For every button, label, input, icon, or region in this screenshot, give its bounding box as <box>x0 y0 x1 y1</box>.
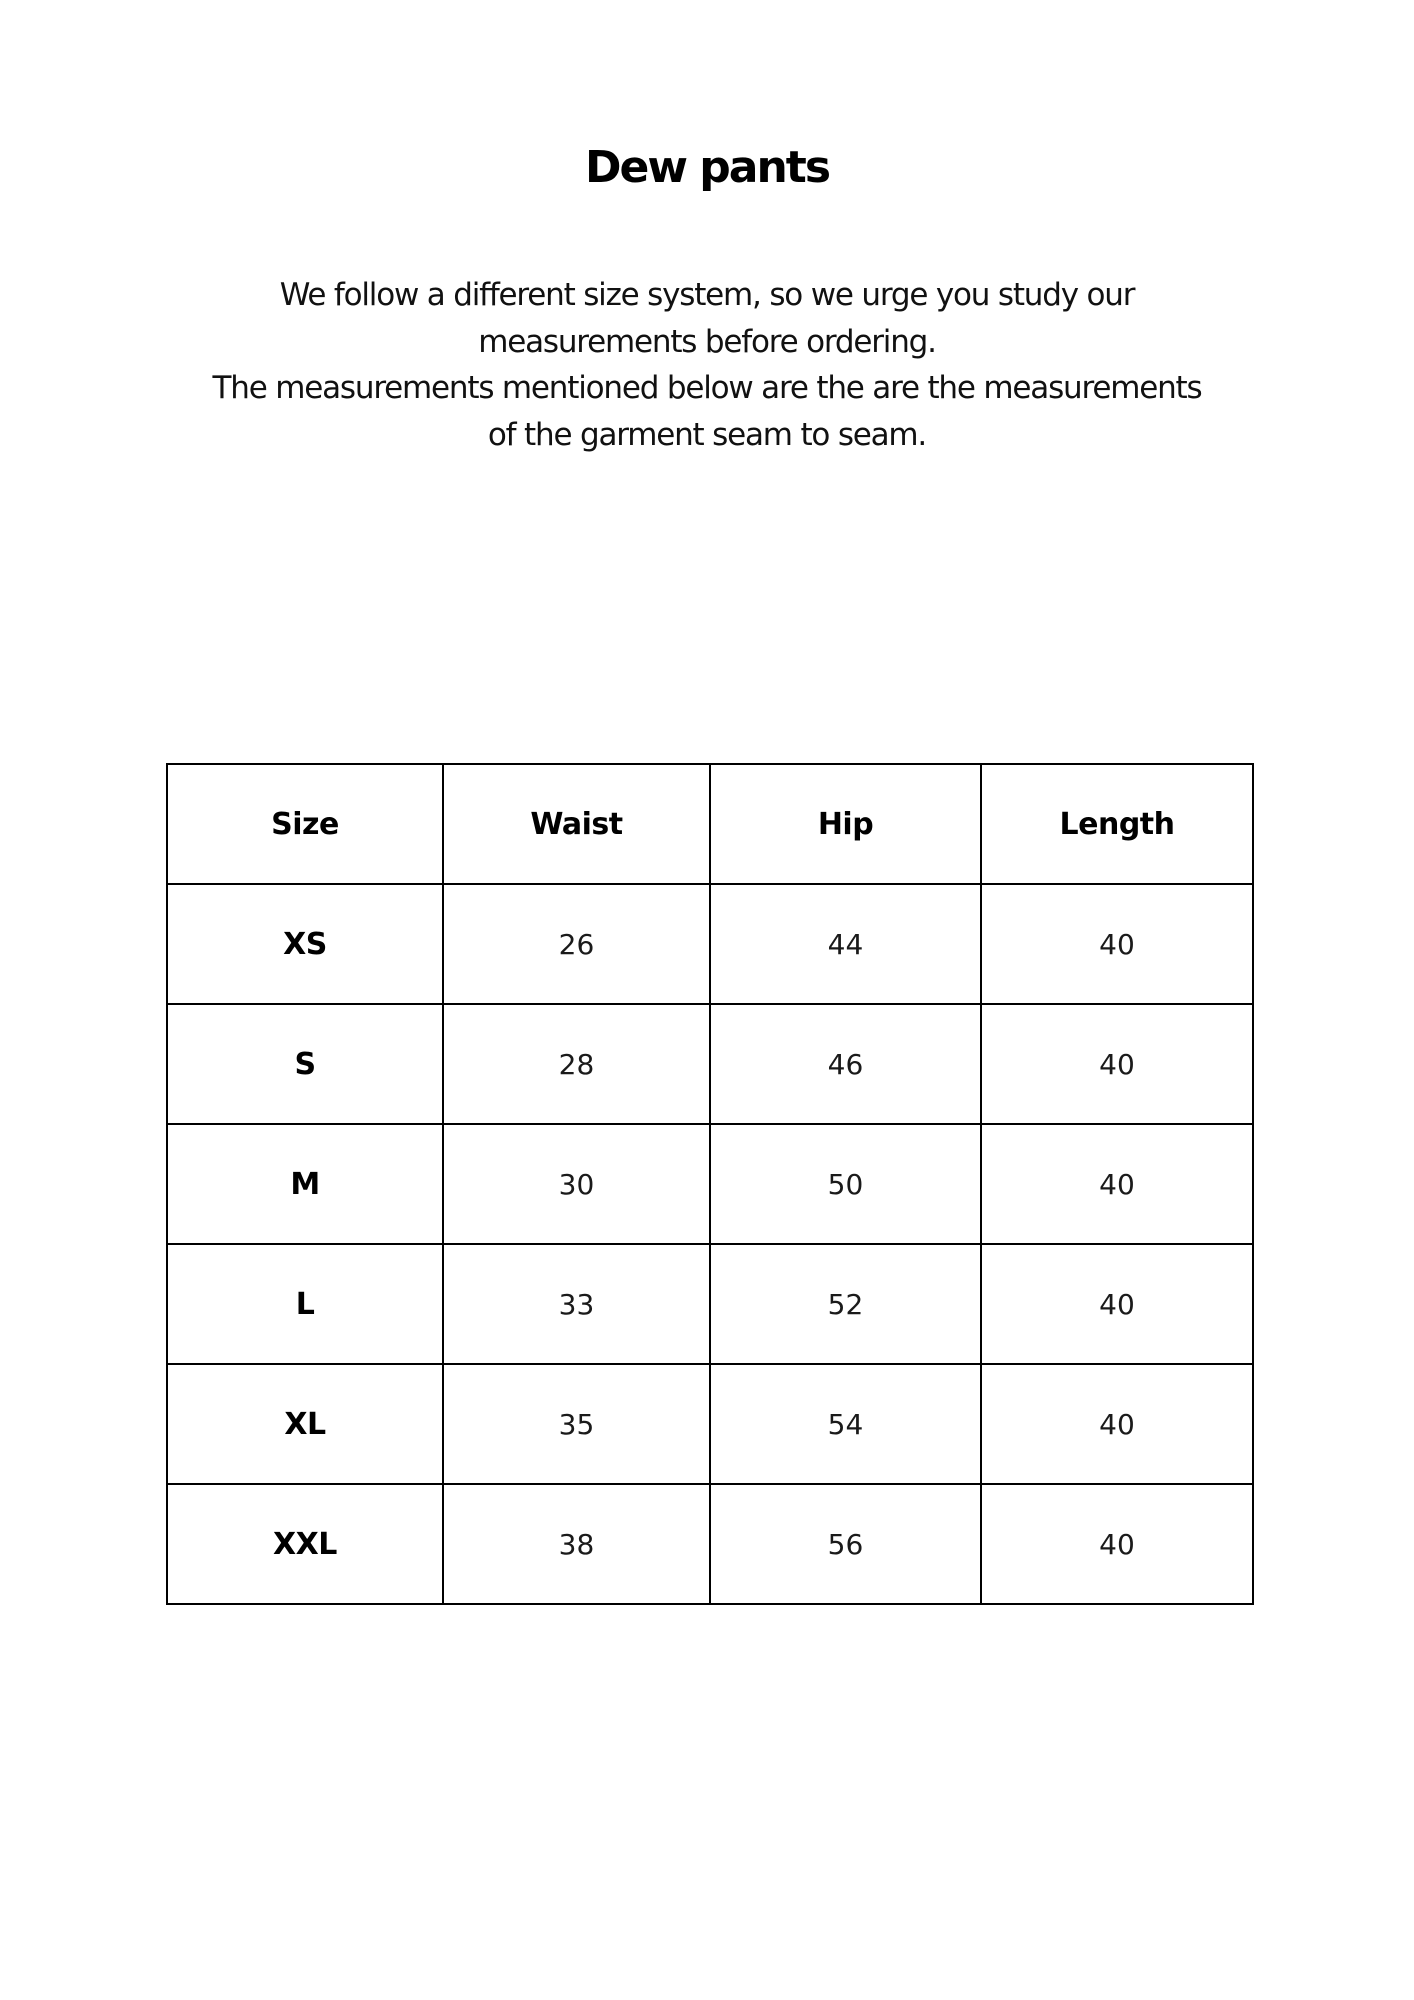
waist-cell: 28 <box>443 1004 710 1124</box>
length-cell: 40 <box>981 1484 1253 1604</box>
size-cell: XS <box>167 884 443 1004</box>
intro-line: We follow a different size system, so we urge you study our <box>279 277 1135 313</box>
length-cell: 40 <box>981 1244 1253 1364</box>
header-hip: Hip <box>710 764 981 884</box>
header-row <box>167 764 1253 884</box>
size-cell: M <box>167 1124 443 1244</box>
waist-cell: 33 <box>443 1244 710 1364</box>
table-body <box>167 884 1253 1604</box>
intro-line: The measurements mentioned below are the are the measurements <box>212 370 1202 406</box>
size-chart-table <box>166 763 1254 1605</box>
intro-line: of the garment seam to seam. <box>487 416 927 453</box>
waist-cell: 35 <box>443 1364 710 1484</box>
table-row <box>167 884 1253 1004</box>
length-cell: 40 <box>981 1364 1253 1484</box>
hip-cell: 44 <box>710 884 981 1004</box>
hip-cell: 56 <box>710 1484 981 1604</box>
page-title: Dew pants <box>584 142 830 193</box>
header-waist: Waist <box>443 764 710 884</box>
size-cell: S <box>167 1004 443 1124</box>
length-cell: 40 <box>981 1004 1253 1124</box>
table-row <box>167 1484 1253 1604</box>
waist-cell: 38 <box>443 1484 710 1604</box>
size-cell: XXL <box>167 1484 443 1604</box>
hip-cell: 52 <box>710 1244 981 1364</box>
length-cell: 40 <box>981 884 1253 1004</box>
header-length: Length <box>981 764 1253 884</box>
table-row <box>167 1004 1253 1124</box>
intro-line: measurements before ordering. <box>478 323 936 360</box>
hip-cell: 46 <box>710 1004 981 1124</box>
waist-cell: 26 <box>443 884 710 1004</box>
waist-cell: 30 <box>443 1124 710 1244</box>
hip-cell: 50 <box>710 1124 981 1244</box>
table-row <box>167 1124 1253 1244</box>
table-row <box>167 1244 1253 1364</box>
length-cell: 40 <box>981 1124 1253 1244</box>
table-header <box>167 764 1253 884</box>
size-cell: L <box>167 1244 443 1364</box>
hip-cell: 54 <box>710 1364 981 1484</box>
size-cell: XL <box>167 1364 443 1484</box>
intro-text <box>157 272 1257 458</box>
header-size: Size <box>167 764 443 884</box>
table-row <box>167 1364 1253 1484</box>
